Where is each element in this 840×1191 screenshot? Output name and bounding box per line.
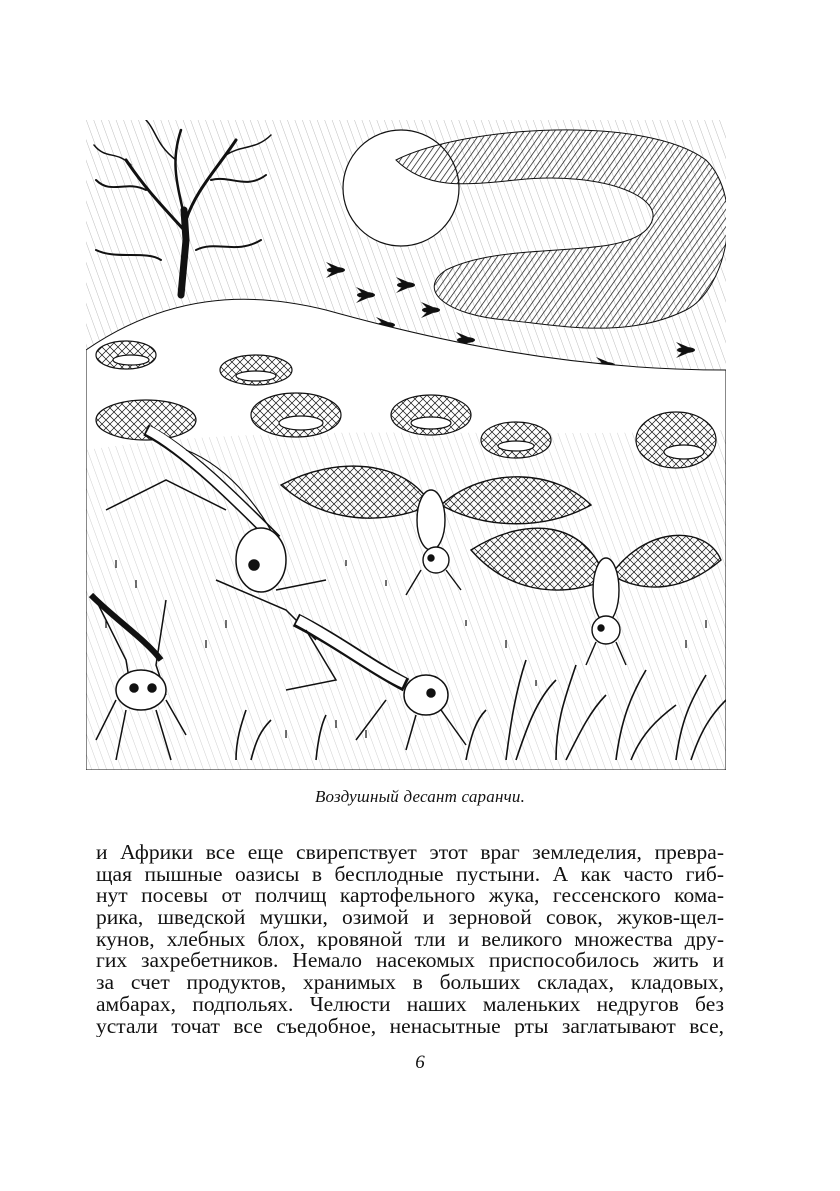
illustration-caption: Воздушный десант саранчи. xyxy=(314,787,526,806)
text-line: за счет продуктов, хранимых в больших складах, кладовых, xyxy=(96,972,724,994)
locust-illustration xyxy=(86,120,726,770)
page-number: 6 xyxy=(415,1052,425,1073)
text-line: кунов, хлебных блох, кровяной тли и великого множества дру- xyxy=(96,928,724,951)
text-line: амбарах, подпольях. Челюсти наших маленьких недругов без xyxy=(96,993,724,1016)
text-line: щая пышные оазисы в бесплодные пустыни. А как часто гиб- xyxy=(96,863,724,886)
text-line: нут посевы от полчищ картофельного жука, гессенского кома- xyxy=(96,885,724,908)
text-line: устали точат все съедобное, ненасытные рты заглатывают все, xyxy=(96,1015,724,1038)
locust-engraving xyxy=(86,120,726,770)
text-line: и Африки все еще свирепствует этот враг земледелия, превра- xyxy=(96,842,724,864)
text-line: гих захребетников. Немало насекомых приспособилось жить и xyxy=(96,950,724,973)
text-line: рика, шведской мушки, озимой и зерновой совок, жуков-щел- xyxy=(96,907,724,929)
body-text xyxy=(96,842,724,1037)
